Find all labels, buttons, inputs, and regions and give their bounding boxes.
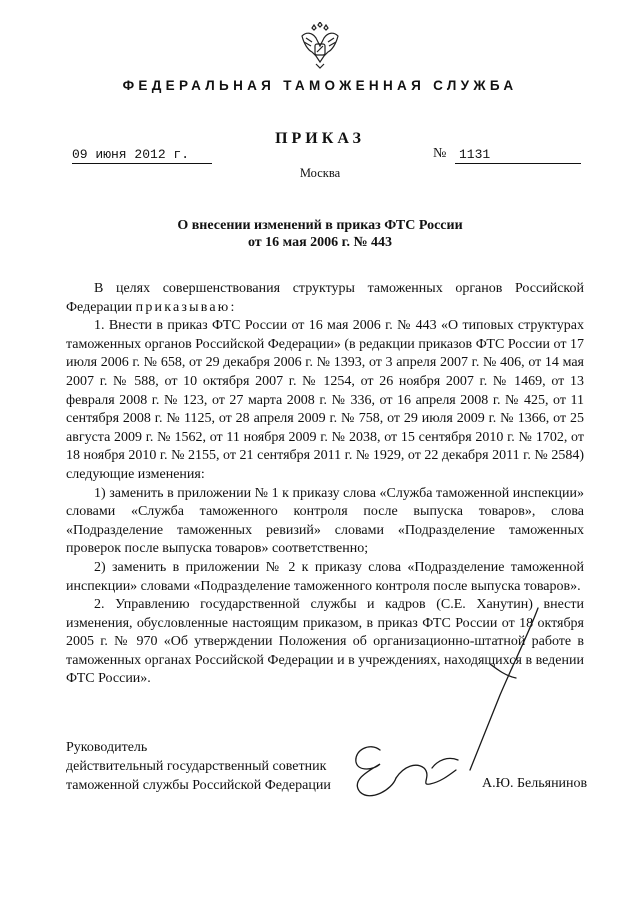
paragraph-1-2: 2) заменить в приложении № 2 к приказу слова «Подразделение таможенной инспекции» словами «Подразделение таможенного контроля после выпуска товаров».: [66, 559, 584, 594]
document-number: 1131: [455, 147, 581, 164]
title-line-1: О внесении изменений в приказ ФТС России: [177, 218, 463, 233]
paragraph-1-1: 1) заменить в приложении № 1 к приказу слова «Служба таможенной инспекции» словами «Служба таможенного контроля после выпуска товаров», слова «Подразделение таможенных ревизий» словами «Подразделение таможенных проверок после выпуска товаров» соответственно;: [66, 485, 584, 557]
signatory-name: А.Ю. Бельянинов: [482, 776, 588, 791]
document-city: Москва: [299, 166, 341, 180]
signatory-line-1: Руководитель: [66, 740, 148, 755]
document-date: 09 июня 2012 г.: [72, 147, 212, 164]
number-sign: №: [433, 146, 447, 161]
document-type: ПРИКАЗ: [275, 130, 365, 147]
title-line-2: от 16 мая 2006 г. № 443: [247, 235, 393, 250]
paragraph-2: 2. Управлению государственной службы и кадров (С.Е. Ханутин) внести изменения, обусловленные настоящим приказом, в приказ ФТС России от 18 октября 2005 г. № 970 «Об утверждении Положения об организационно-штатной работе в таможенных органах Российской Федерации и в учреждениях, находящихся в ведении ФТС России».: [66, 597, 584, 687]
signatory-line-3: таможенной службы Российской Федерации: [66, 778, 331, 793]
document-title: [0, 217, 640, 251]
intro-text: В целях совершенствования структуры таможенных органов Российской Федерации: [66, 281, 584, 315]
agency-name: ФЕДЕРАЛЬНАЯ ТАМОЖЕННАЯ СЛУЖБА: [122, 78, 518, 93]
signatory-line-2: действительный государственный советник: [66, 759, 327, 774]
signatory-title: [66, 738, 331, 795]
handwritten-signature: [340, 600, 580, 810]
intro-action: приказываю:: [135, 299, 237, 315]
intro-paragraph: [66, 280, 584, 317]
paragraph-1: 1. Внести в приказ ФТС России от 16 мая 2006 г. № 443 «О типовых структурах таможенных органов Российской Федерации» (в редакции приказов ФТС России от 17 июля 2006 г. № 658, от 29 декабря 2006 г. № 1393, от 3 апреля 2007 г. № 406, от 14 мая 2007 г. № 588, от 10 октября 2007 г. № 1254, от 26 ноября 2007 г. № 1469, от 13 февраля 2008 г. № 123, от 27 марта 2008 г. № 336, от 16 апреля 2008 г. № 425, от 11 сентября 2008 г. № 1125, от 28 апреля 2009 г. № 758, от 29 июля 2009 г. № 1366, от 25 августа 2009 г. № 1562, от 11 ноября 2009 г. № 2038, от 15 сентября 2010 г. № 1702, от 18 ноября 2010 г. № 2155, от 21 сентября 2011 г. № 1929, от 22 декабря 2011 г. № 2584) следующие изменения:: [66, 318, 584, 482]
state-emblem-icon: [298, 22, 342, 70]
